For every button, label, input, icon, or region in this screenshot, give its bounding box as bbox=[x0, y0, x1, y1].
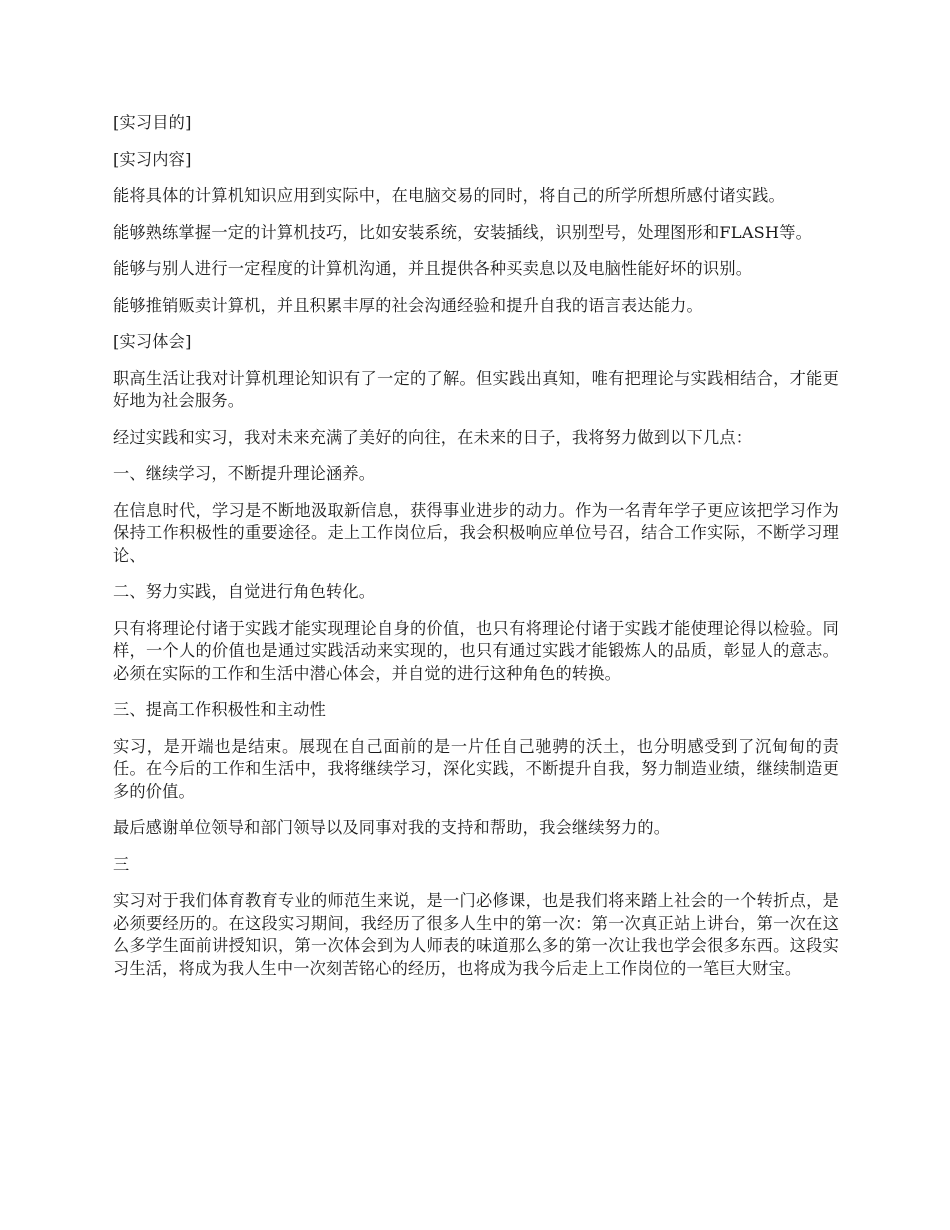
paragraph: 能够推销贩卖计算机，并且积累丰厚的社会沟通经验和提升自我的语言表达能力。 bbox=[113, 295, 703, 315]
section-heading-experience: [实习体会] bbox=[113, 332, 192, 351]
section-heading-purpose: [实习目的] bbox=[113, 113, 192, 132]
paragraph: 只有将理论付诸于实践才能实现理论自身的价值，也只有将理论付诸于实践才能使理论得以检验。同样，一个人的价值也是通过实践活动来实现的，也只有通过实践才能锻炼人的品质，彰显人的意志。必须在实际的工作和生活中潜心体会，并自觉的进行这种角色的转换。 bbox=[113, 618, 839, 683]
document-body bbox=[113, 112, 839, 994]
paragraph: 能够熟练掌握一定的计算机技巧，比如安装系统，安装插线，识别型号，处理图形和FLASH等。 bbox=[113, 222, 812, 242]
paragraph: 实习，是开端也是结束。展现在自己面前的是一片任自己驰骋的沃土，也分明感受到了沉甸甸的责任。在今后的工作和生活中，我将继续学习，深化实践，不断提升自我，努力制造业绩，继续制造更多的价值。 bbox=[113, 736, 839, 801]
section-heading-content: [实习内容] bbox=[113, 149, 192, 169]
point-heading-3: 三、提高工作积极性和主动性 bbox=[113, 700, 327, 719]
paragraph: 实习对于我们体育教育专业的师范生来说，是一门必修课，也是我们将来踏上社会的一个转折点，是必须要经历的。在这段实习期间，我经历了很多人生中的第一次：第一次真正站上讲台，第一次在这么多学生面前讲授知识，第一次体会到为人师表的味道那么多的第一次让我也学会很多东西。这段实习生活，将成为我人生中一次刻苦铭心的经历，也将成为我今后走上工作岗位的一笔巨大财宝。 bbox=[113, 891, 839, 978]
paragraph: 最后感谢单位领导和部门领导以及同事对我的支持和帮助，我会继续努力的。 bbox=[113, 818, 671, 837]
paragraph: 经过实践和实习，我对未来充满了美好的向往，在未来的日子，我将努力做到以下几点： bbox=[113, 427, 753, 447]
paragraph: 能将具体的计算机知识应用到实际中，在电脑交易的同时，将自己的所学所想所感付诸实践。 bbox=[113, 186, 785, 205]
section-number: 三 bbox=[113, 854, 130, 874]
point-heading-1: 一、继续学习，不断提升理论涵养。 bbox=[113, 464, 376, 483]
paragraph: 在信息时代，学习是不断地汲取新信息，获得事业进步的动力。作为一名青年学子更应该把学习作为保持工作积极性的重要途径。走上工作岗位后，我会积极响应单位号召，结合工作实际，不断学习理论、 bbox=[113, 500, 839, 565]
paragraph: 能够与别人进行一定程度的计算机沟通，并且提供各种买卖息以及电脑性能好坏的识别。 bbox=[113, 259, 753, 278]
point-heading-2: 二、努力实践，自觉进行角色转化。 bbox=[113, 582, 376, 601]
paragraph: 职高生活让我对计算机理论知识有了一定的了解。但实践出真知，唯有把理论与实践相结合，才能更好地为社会服务。 bbox=[113, 368, 839, 410]
